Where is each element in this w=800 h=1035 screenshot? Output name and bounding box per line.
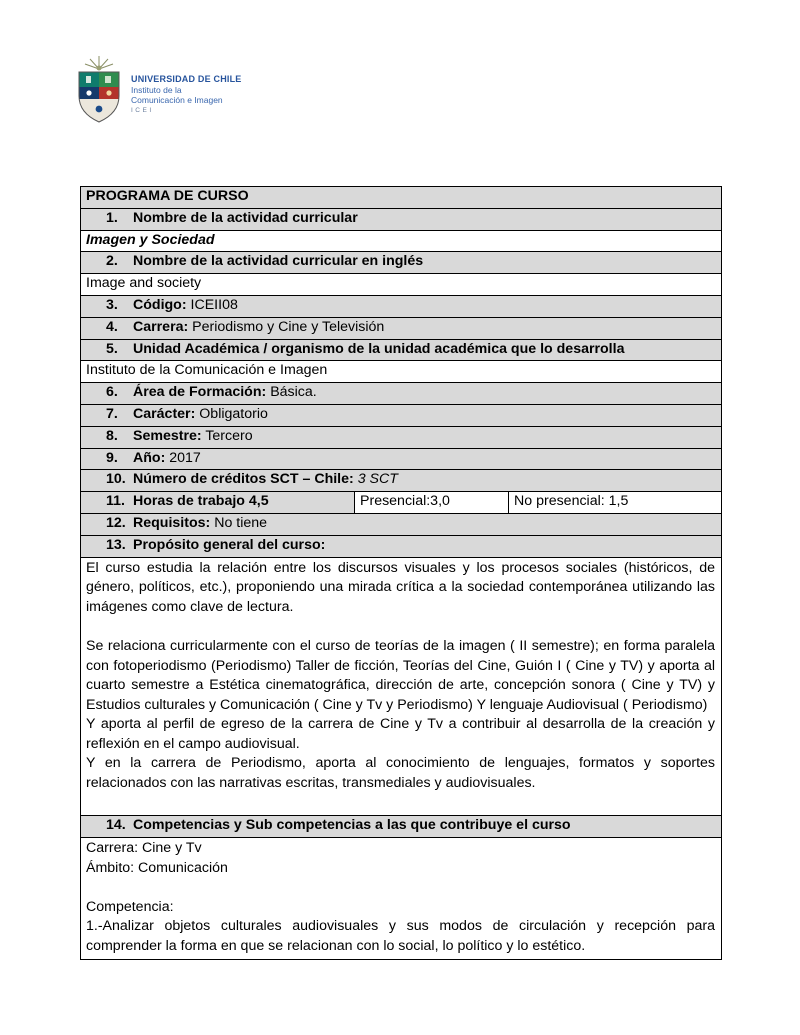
table-row: [81, 208, 722, 230]
university-crest-icon: [74, 56, 124, 126]
institute-acronym: ICEI: [131, 107, 154, 114]
row-label: Año:: [133, 449, 166, 466]
row-5-label-cell: [81, 339, 722, 361]
table-row: [81, 535, 722, 557]
table-row: [81, 838, 722, 960]
row-number: 14.: [106, 817, 126, 834]
row-1-value-cell: [81, 230, 722, 252]
table-row: [81, 557, 722, 816]
institute-line-1: Instituto de la: [131, 85, 182, 95]
row-6-cell: [81, 383, 722, 405]
row-1-label-cell: [81, 208, 722, 230]
table-row: [81, 230, 722, 252]
no-presencial-hours: No presencial: 1,5: [514, 493, 629, 510]
paragraph: [86, 794, 715, 814]
row-number: 7.: [106, 405, 118, 422]
row-7-cell: [81, 404, 722, 426]
competencies-cell: [81, 838, 722, 960]
table-row: [81, 383, 722, 405]
row-13-label-cell: [81, 535, 722, 557]
table-row: [81, 187, 722, 209]
row-label: Carrera:: [133, 318, 189, 335]
university-name: UNIVERSIDAD DE CHILE: [131, 74, 242, 84]
row-number: 11.: [106, 493, 125, 510]
course-purpose-cell: [81, 557, 722, 816]
academic-unit: Instituto de la Comunicación e Imagen: [86, 362, 328, 379]
table-row: [81, 492, 722, 514]
row-2-label-cell: [81, 252, 722, 274]
table-row: [81, 274, 722, 296]
row-number: 3.: [106, 296, 118, 313]
row-number: 8.: [106, 427, 118, 444]
row-number: 9.: [106, 449, 118, 466]
requisites-value: No tiene: [214, 514, 268, 531]
row-number: 13.: [106, 536, 126, 553]
paragraph: El curso estudia la relación entre los discursos visuales y los procesos sociales (históricos, de género, políticos, etc.), proponiendo una mirada crítica a la sociedad contemporánea utilizando las imágenes como clave de lectura.: [86, 559, 716, 615]
course-code: ICEII08: [190, 296, 238, 313]
row-number: 1.: [106, 209, 118, 226]
row-label: Semestre:: [133, 427, 202, 444]
career-value: Periodismo y Cine y Televisión: [192, 318, 385, 335]
logo-text: [131, 56, 242, 114]
row-9-cell: [81, 448, 722, 470]
row-label: Requisitos:: [133, 514, 211, 531]
character-value: Obligatorio: [199, 405, 268, 422]
formation-area: Básica.: [270, 384, 317, 401]
row-2-value-cell: [81, 274, 722, 296]
row-10-cell: [81, 470, 722, 492]
row-12-cell: [81, 513, 722, 535]
table-row: [81, 426, 722, 448]
table-row: [81, 295, 722, 317]
year-value: 2017: [169, 449, 201, 466]
row-number: 4.: [106, 318, 118, 335]
paragraph: Carrera: Cine y Tv: [86, 840, 202, 857]
table-row: [81, 339, 722, 361]
row-label: Número de créditos SCT – Chile:: [133, 471, 354, 488]
paragraph: 1.-Analizar objetos culturales audiovisuales y sus modos de circulación y recepción para comprender la forma en que se relacionan con lo social, lo político y lo estético.: [86, 918, 716, 955]
table-row: [81, 404, 722, 426]
table-row: [81, 513, 722, 535]
row-label: Carácter:: [133, 405, 196, 422]
paragraph: Ámbito: Comunicación: [86, 859, 228, 876]
row-label: Nombre de la actividad curricular en inglés: [133, 253, 424, 270]
row-number: 5.: [106, 340, 118, 357]
row-label: Unidad Académica / organismo de la unidad académica que lo desarrolla: [133, 340, 625, 357]
row-11-label-cell: [81, 492, 355, 514]
row-label: Competencias y Sub competencias a las que contribuye el curso: [133, 817, 571, 834]
row-3-cell: [81, 295, 722, 317]
row-11-presencial-cell: [355, 492, 509, 514]
row-number: 6.: [106, 384, 118, 401]
row-14-label-cell: [81, 816, 722, 838]
table-row: [81, 317, 722, 339]
row-4-cell: [81, 317, 722, 339]
table-row: [81, 816, 722, 838]
credits-value: 3 SCT: [357, 471, 398, 488]
row-number: 10.: [106, 471, 126, 488]
table-row: [81, 252, 722, 274]
paragraph: [86, 878, 715, 898]
table-title: PROGRAMA DE CURSO: [86, 188, 249, 204]
table-row: [81, 470, 722, 492]
row-label: Propósito general del curso:: [133, 536, 326, 553]
paragraph: Se relaciona curricularmente con el curso de teorías de la imagen ( II semestre); en forma paralela con fotoperiodismo (Periodismo) Taller de ficción, Teorías del Cine, Guión I ( Cine y TV) y aporta al cuarto semestre a Estética cinematográfica, dirección de arte, concepción sonora ( Cine y TV) y Estudios culturales y Comunicación ( Cine y Tv y Periodismo) Y lenguaje Audiovisual ( Periodismo): [86, 637, 716, 713]
row-number: 2.: [106, 253, 118, 270]
paragraph: Y en la carrera de Periodismo, aporta al conocimiento de lenguajes, formatos y soportes relacionados con las narrativas escritas, transmediales y audiovisuales.: [86, 755, 716, 792]
row-5-value-cell: [81, 361, 722, 383]
paragraph: Y aporta al perfil de egreso de la carrera de Cine y Tv a contribuir al desarrolla de la creación y reflexión en el campo audiovisual.: [86, 716, 716, 752]
course-name: Imagen y Sociedad: [86, 231, 215, 248]
row-label: Nombre de la actividad curricular: [133, 209, 358, 226]
course-name-english: Image and society: [86, 275, 202, 292]
row-11-no-presencial-cell: [509, 492, 722, 514]
presencial-hours: Presencial:3,0: [360, 493, 450, 510]
paragraph: [86, 617, 715, 637]
paragraph: Competencia:: [86, 898, 174, 915]
row-8-cell: [81, 426, 722, 448]
course-program-table: [80, 186, 722, 960]
table-row: [81, 448, 722, 470]
semester-value: Tercero: [205, 427, 253, 444]
row-label: Código:: [133, 296, 187, 313]
institute-line-2: Comunicación e Imagen: [131, 95, 223, 105]
row-label: Área de Formación:: [133, 384, 267, 401]
university-logo: [74, 56, 242, 126]
table-title-cell: [81, 187, 722, 209]
table-row: [81, 361, 722, 383]
row-number: 12.: [106, 514, 126, 531]
row-label: Horas de trabajo 4,5: [133, 493, 269, 510]
